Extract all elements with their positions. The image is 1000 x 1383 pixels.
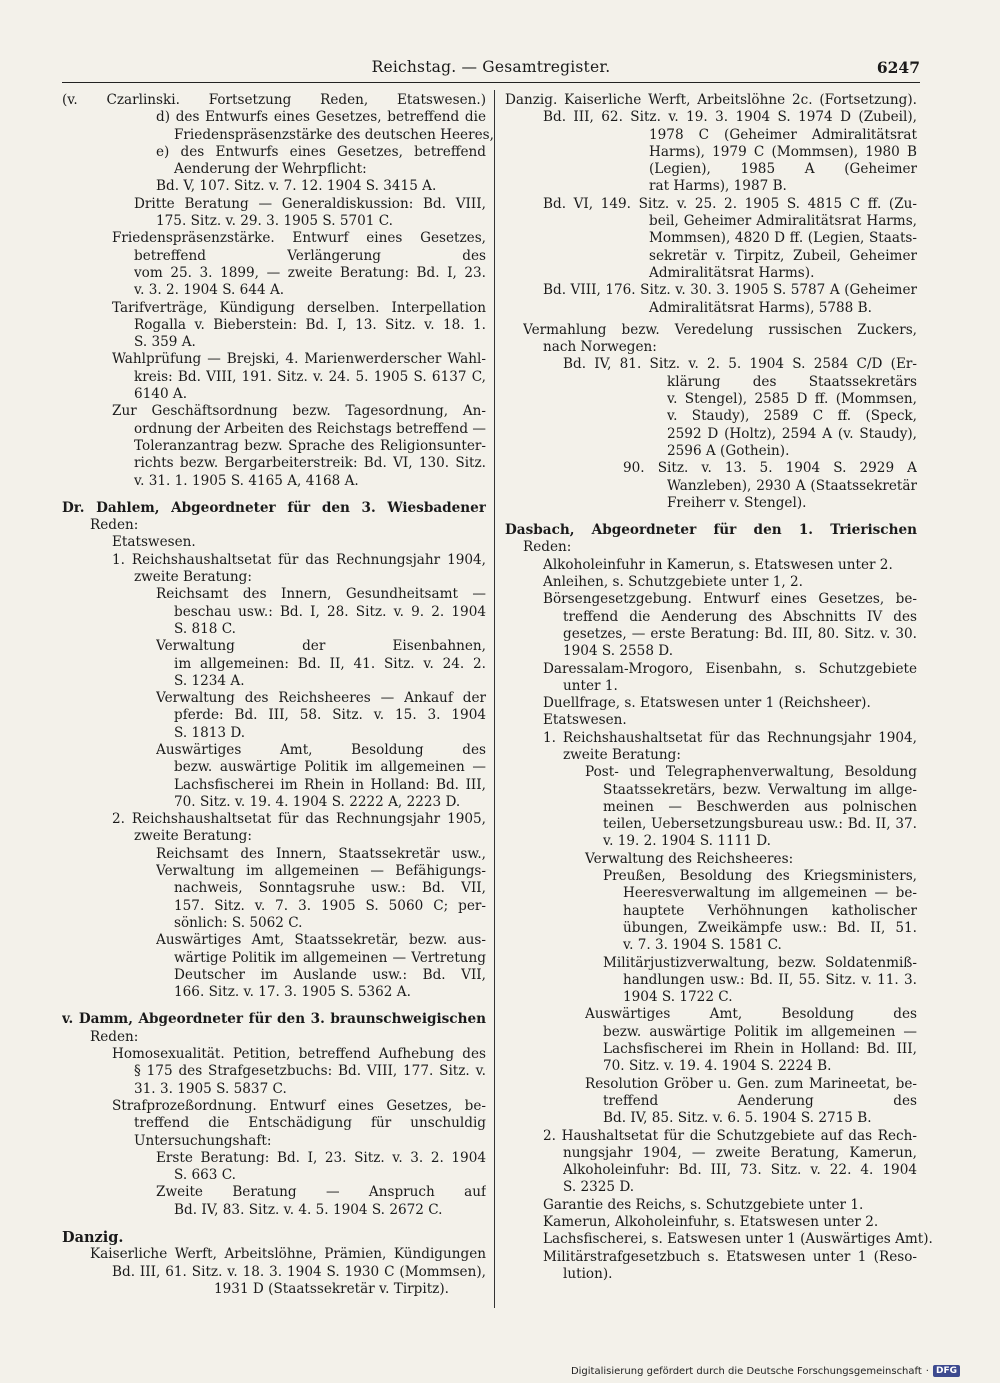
index-entry: Alkoholeinfuhr in Kamerun, s. Etatswesen unter 2. — [543, 556, 893, 573]
sub-entry: Post- und Telegraphenverwaltung, Besoldung — [585, 764, 917, 781]
sub-entry: Lachsfischerei im Rhein in Holland: Bd. III, — [174, 776, 486, 793]
list-item: e) des Entwurfs eines Gesetzes, betreffend — [156, 143, 486, 160]
sub-entry: wärtige Politik im allgemeinen — Vertretung — [174, 949, 486, 966]
index-entry: Lachsfischerei, s. Eatswesen unter 1 (Auswärtiges Amt). — [543, 1231, 933, 1248]
sub-entry: Verwaltung im allgemeinen — Befähigungs- — [156, 863, 486, 880]
index-entry: v. 3. 2. 1904 S. 644 A. — [134, 282, 285, 299]
reference: Harms), 1979 C (Mommsen), 1980 B — [649, 143, 917, 160]
index-entry: Toleranzantrag bezw. Sprache des Religionsunter- — [134, 437, 486, 454]
sub-entry: hauptete Verhöhnungen katholischer — [623, 902, 917, 919]
index-entry: Friedenspräsenzstärke. Entwurf eines Gesetzes, — [112, 230, 486, 247]
index-entry: Wahlprüfung — Brejski, 4. Marienwerderscher Wahl- — [112, 351, 486, 368]
sub-entry: Preußen, Besoldung des Kriegsministers, — [603, 868, 917, 885]
index-entry: Zur Geschäftsordnung bezw. Tagesordnung, An- — [112, 403, 486, 420]
sub-entry: meinen — Beschwerden aus polnischen — [603, 798, 917, 815]
index-entry: Garantie des Reichs, s. Schutzgebiete unter 1. — [543, 1196, 864, 1213]
sub-entry: S. 1234 A. — [174, 672, 245, 689]
sub-entry: sönlich: S. 5062 C. — [174, 914, 303, 931]
numbered-item: zweite Beratung: — [134, 569, 252, 586]
continuation-heading: (v. Czarlinski. Fortsetzung Reden, Etatswesen.) — [62, 92, 486, 108]
index-entry: ordnung der Arbeiten des Reichstags betreffend — — [134, 420, 486, 437]
reference: 1931 D (Staatssekretär v. Tirpitz). — [214, 1280, 449, 1297]
sub-entry: Bd. IV, 83. Sitz. v. 4. 5. 1904 S. 2672 C. — [174, 1201, 443, 1218]
sub-entry: S. 663 C. — [174, 1167, 236, 1184]
reference: 90. Sitz. v. 13. 5. 1904 S. 2929 A — [623, 460, 917, 477]
index-entry: treffend die Aenderung des Abschnitts IV des — [563, 608, 917, 625]
continuation-heading: Danzig. Kaiserliche Werft, Arbeitslöhne 2c. (Fortsetzung). — [505, 92, 917, 108]
reference: Freiherr v. Stengel). — [667, 494, 807, 511]
reference: Wanzleben), 2930 A (Staatssekretär — [667, 477, 917, 494]
sub-entry: teilen, Uebersetzungsbureau usw.: Bd. II, 37. — [603, 816, 917, 833]
page-number: 6247 — [876, 58, 920, 77]
index-entry: Anleihen, s. Schutzgebiete unter 1, 2. — [543, 574, 803, 591]
sub-entry: Auswärtiges Amt, Besoldung des — [156, 741, 486, 758]
sub-entry: Heeresverwaltung im allgemeinen — be- — [623, 885, 917, 902]
sub-entry: im allgemeinen: Bd. II, 41. Sitz. v. 24. 2. — [174, 655, 486, 672]
separator-dot: · — [925, 1365, 929, 1377]
reference: beil, Geheimer Admiralitätsrat Harms, — [649, 213, 917, 230]
index-entry: Daressalam-Mrogoro, Eisenbahn, s. Schutzgebiete — [543, 660, 917, 677]
sub-entry: S. 1813 D. — [174, 724, 246, 741]
reference: 2592 D (Holtz), 2594 A (v. Staudy), — [667, 425, 917, 442]
funding-text: Digitalisierung gefördert durch die Deutsche Forschungsgemeinschaft — [570, 1365, 922, 1377]
reference: 2596 A (Gothein). — [667, 442, 790, 459]
sub-entry: übungen, Zweikämpfe usw.: Bd. II, 51. — [623, 919, 917, 936]
index-entry: 31. 3. 1905 S. 5837 C. — [134, 1080, 287, 1097]
section-label: Etatswesen. — [543, 712, 627, 729]
sub-entry: beschau usw.: Bd. I, 28. Sitz. v. 9. 2. 1904 — [174, 603, 486, 620]
sub-entry: Verwaltung der Eisenbahnen, — [156, 638, 486, 655]
sub-entry: treffend Aenderung des — [603, 1092, 917, 1109]
index-entry: gesetzes, — erste Beratung: Bd. III, 80. Sitz. v. 30. — [563, 625, 917, 642]
index-entry: Homosexualität. Petition, betreffend Aufhebung des — [112, 1046, 486, 1063]
sub-entry: handlungen usw.: Bd. II, 55. Sitz. v. 11. 3. — [623, 971, 917, 988]
reference: Admiralitätsrat Harms), 5788 B. — [649, 299, 872, 316]
reference: Bd. III, 61. Sitz. v. 18. 3. 1904 S. 1930 C (Mommsen), — [112, 1263, 486, 1280]
reference: 175. Sitz. v. 29. 3. 1905 S. 5701 C. — [156, 213, 393, 230]
index-entry: 6140 A. — [134, 386, 188, 403]
sub-entry: v. 19. 2. 1904 S. 1111 D. — [603, 833, 771, 850]
numbered-item: nungsjahr 1904, — zweite Beratung, Kamerun, — [563, 1144, 917, 1161]
index-entry: Militärstrafgesetzbuch s. Etatswesen unter 1 (Reso- — [543, 1248, 917, 1265]
member-heading: Dr. Dahlem, Abgeordneter für den 3. Wiesbadener — [62, 499, 486, 516]
numbered-item: zweite Beratung: — [563, 746, 681, 763]
reference: Bd. III, 62. Sitz. v. 19. 3. 1904 S. 1974 D (Zubeil), — [543, 109, 917, 126]
right-column — [505, 92, 933, 1283]
reference: (Legien), 1985 A (Geheimer — [649, 161, 917, 178]
index-entry: treffend die Entschädigung für unschuldig — [134, 1115, 486, 1132]
index-entry: lution). — [563, 1265, 613, 1282]
place-heading: Danzig. — [62, 1229, 124, 1246]
section-label: Reden: — [523, 539, 572, 556]
reference: Bd. VI, 149. Sitz. v. 25. 2. 1905 S. 4815 C ff. (Zu- — [543, 195, 917, 212]
list-item: Aenderung der Wehrpflicht: — [174, 161, 367, 178]
index-entry: Kamerun, Alkoholeinfuhr, s. Etatswesen unter 2. — [543, 1214, 879, 1230]
sub-entry: Erste Beratung: Bd. I, 23. Sitz. v. 3. 2. 1904 — [156, 1149, 486, 1166]
sub-entry: bezw. auswärtige Politik im allgemeinen — — [603, 1023, 917, 1040]
funding-note — [571, 1365, 960, 1377]
sub-entry: Deutscher im Auslande usw.: Bd. VII, — [174, 966, 486, 983]
sub-entry: Lachsfischerei im Rhein in Holland: Bd. III, — [603, 1041, 917, 1058]
reference: Bd. VIII, 176. Sitz. v. 30. 3. 1905 S. 5787 A (Geheimer — [543, 282, 917, 299]
index-entry: Untersuchungshaft: — [134, 1132, 272, 1149]
index-entry: nach Norwegen: — [543, 339, 657, 356]
index-entry: S. 359 A. — [134, 334, 196, 351]
numbered-item: 1. Reichshaushaltsetat für das Rechnungsjahr 1904, — [112, 551, 486, 568]
section-label: Etatswesen. — [112, 534, 196, 551]
sub-entry: Staatssekretärs, bezw. Verwaltung im allge- — [603, 781, 917, 798]
sub-entry: Verwaltung des Reichsheeres: — [585, 850, 794, 867]
index-entry: Tarifverträge, Kündigung derselben. Interpellation — [112, 299, 486, 316]
index-entry: Börsengesetzgebung. Entwurf eines Gesetzes, be- — [543, 591, 917, 608]
sub-entry: Verwaltung des Reichsheeres — Ankauf der — [156, 690, 486, 707]
reference: Dritte Beratung — Generaldiskussion: Bd. VIII, — [134, 195, 486, 212]
reference: Mommsen), 4820 D ff. (Legien, Staats- — [649, 230, 917, 247]
index-entry: Duellfrage, s. Etatswesen unter 1 (Reichsheer). — [543, 695, 871, 712]
sub-entry: 166. Sitz. v. 17. 3. 1905 S. 5362 A. — [174, 984, 411, 1001]
dfg-logo-icon: DFG — [933, 1365, 960, 1377]
numbered-item: Alkoholeinfuhr: Bd. III, 73. Sitz. v. 22. 4. 1904 — [563, 1162, 917, 1179]
index-entry: vom 25. 3. 1899, — zweite Beratung: Bd. I, 23. — [134, 264, 486, 281]
index-entry: kreis: Bd. VIII, 191. Sitz. v. 24. 5. 1905 S. 6137 C, — [134, 368, 486, 385]
reference: Bd. V, 107. Sitz. v. 7. 12. 1904 S. 3415 A. — [156, 178, 437, 195]
sub-entry: 1904 S. 1722 C. — [623, 989, 733, 1006]
sub-entry: Auswärtiges Amt, Besoldung des — [585, 1006, 917, 1023]
sub-entry: Zweite Beratung — Anspruch auf — [156, 1184, 486, 1201]
numbered-item: 2. Reichshaushaltsetat für das Rechnungsjahr 1905, — [112, 811, 486, 828]
reference: 1978 C (Geheimer Admiralitätsrat — [649, 126, 917, 143]
sub-entry: 70. Sitz. v. 19. 4. 1904 S. 2222 A, 2223 D. — [174, 793, 461, 810]
sub-entry: bezw. auswärtige Politik im allgemeinen — — [174, 759, 486, 776]
index-entry: § 175 des Strafgesetzbuchs: Bd. VIII, 177. Sitz. v. — [134, 1063, 486, 1080]
section-label: Reden: — [90, 517, 139, 534]
sub-entry: 157. Sitz. v. 7. 3. 1905 S. 5060 C; per- — [174, 897, 486, 914]
numbered-item: S. 2325 D. — [563, 1179, 635, 1196]
index-entry: 1904 S. 2558 D. — [563, 643, 674, 660]
section-label: Reden: — [90, 1028, 139, 1045]
reference: Bd. IV, 81. Sitz. v. 2. 5. 1904 S. 2584 C/D (Er- — [563, 356, 917, 373]
reference: v. Staudy), 2589 C ff. (Speck, — [667, 408, 917, 425]
reference: rat Harms), 1987 B. — [649, 178, 787, 195]
index-entry: v. 31. 1. 1905 S. 4165 A, 4168 A. — [134, 472, 359, 489]
numbered-item: zweite Beratung: — [134, 828, 252, 845]
sub-entry: nachweis, Sonntagsruhe usw.: Bd. VII, — [174, 880, 486, 897]
sub-entry: Bd. IV, 85. Sitz. v. 6. 5. 1904 S. 2715 B. — [603, 1110, 872, 1127]
sub-entry: Reichsamt des Innern, Staatssekretär usw., — [156, 845, 486, 862]
numbered-item: 1. Reichshaushaltsetat für das Rechnungsjahr 1904, — [543, 729, 917, 746]
sub-entry: 70. Sitz. v. 19. 4. 1904 S. 2224 B. — [603, 1058, 832, 1075]
reference: Admiralitätsrat Harms). — [649, 264, 815, 281]
index-entry: Kaiserliche Werft, Arbeitslöhne, Prämien, Kündigungen — [90, 1246, 486, 1263]
numbered-item: 2. Haushaltsetat für die Schutzgebiete auf das Rech- — [543, 1127, 917, 1144]
sub-entry: Resolution Gröber u. Gen. zum Marineetat, be- — [585, 1075, 917, 1092]
sub-entry: Auswärtiges Amt, Staatssekretär, bezw. aus- — [156, 932, 486, 949]
index-entry: Vermahlung bezw. Veredelung russischen Zuckers, — [523, 321, 917, 338]
page-header — [62, 54, 920, 83]
left-column — [62, 92, 494, 1298]
reference: klärung des Staatssekretärs — [667, 373, 917, 390]
list-item: Friedenspräsenzstärke des deutschen Heeres, — [174, 126, 494, 143]
reference: v. Stengel), 2585 D ff. (Mommsen, — [667, 391, 917, 408]
sub-entry: Reichsamt des Innern, Gesundheitsamt — — [156, 586, 486, 603]
sub-entry: v. 7. 3. 1904 S. 1581 C. — [623, 937, 782, 954]
list-item: d) des Entwurfs eines Gesetzes, betreffend die — [156, 109, 486, 126]
index-entry: unter 1. — [563, 677, 618, 694]
sub-entry: pferde: Bd. III, 58. Sitz. v. 15. 3. 1904 — [174, 707, 486, 724]
index-entry: richts bezw. Bergarbeiterstreik: Bd. VI, 130. Sitz. — [134, 455, 486, 472]
running-title: Reichstag. — Gesamtregister. — [371, 58, 611, 76]
sub-entry: S. 818 C. — [174, 620, 236, 637]
index-entry: Rogalla v. Bieberstein: Bd. I, 13. Sitz. v. 18. 1. — [134, 316, 486, 333]
sub-entry: Militärjustizverwaltung, bezw. Soldatenmiß- — [603, 954, 917, 971]
reference: sekretär v. Tirpitz, Zubeil, Geheimer — [649, 247, 917, 264]
index-entry: betreffend Verlängerung des — [134, 247, 486, 264]
member-heading: Dasbach, Abgeordneter für den 1. Trierischen — [505, 522, 917, 539]
index-entry: Strafprozeßordnung. Entwurf eines Gesetzes, be- — [112, 1097, 486, 1114]
column-divider — [494, 90, 495, 1308]
member-heading: v. Damm, Abgeordneter für den 3. braunschweigischen — [62, 1011, 486, 1028]
